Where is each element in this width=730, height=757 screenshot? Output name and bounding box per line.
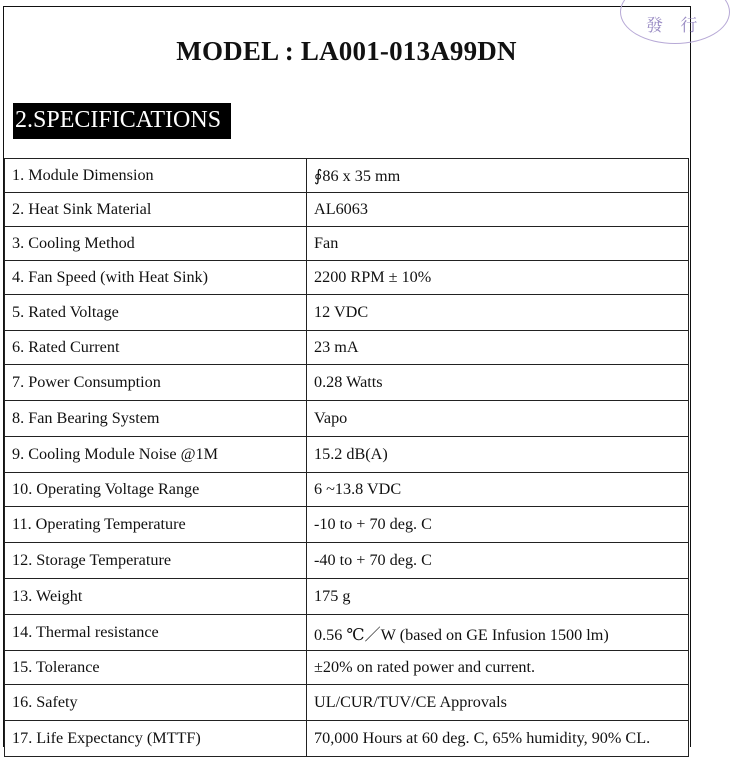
spec-value: 15.2 dB(A) [307, 437, 689, 473]
table-row [5, 651, 689, 685]
spec-value: 2200 RPM ± 10% [307, 261, 689, 295]
spec-value: 0.28 Watts [307, 365, 689, 401]
table-row [5, 437, 689, 473]
table-row [5, 473, 689, 507]
table-row [5, 193, 689, 227]
spec-label: 6. Rated Current [5, 331, 307, 365]
spec-label: 1. Module Dimension [5, 159, 307, 193]
spec-label: 7. Power Consumption [5, 365, 307, 401]
spec-label: 16. Safety [5, 685, 307, 721]
spec-value: 70,000 Hours at 60 deg. C, 65% humidity, 90% CL. [307, 721, 689, 757]
stamp-text: 發 行 [646, 16, 704, 36]
spec-label: 5. Rated Voltage [5, 295, 307, 331]
table-row [5, 331, 689, 365]
spec-value: ±20% on rated power and current. [307, 651, 689, 685]
table-row [5, 365, 689, 401]
table-row [5, 615, 689, 651]
table-row [5, 543, 689, 579]
table-row [5, 685, 689, 721]
spec-label: 4. Fan Speed (with Heat Sink) [5, 261, 307, 295]
table-row [5, 579, 689, 615]
spec-value: 23 mA [307, 331, 689, 365]
spec-value: ∮86 x 35 mm [307, 159, 689, 193]
table-row [5, 159, 689, 193]
spec-table [4, 158, 689, 757]
table-row [5, 227, 689, 261]
spec-value: 0.56 ℃／W (based on GE Infusion 1500 lm) [307, 615, 689, 651]
spec-label: 11. Operating Temperature [5, 507, 307, 543]
section-heading: 2.SPECIFICATIONS [13, 103, 231, 139]
table-row [5, 401, 689, 437]
spec-label: 9. Cooling Module Noise @1M [5, 437, 307, 473]
table-row [5, 295, 689, 331]
spec-value: AL6063 [307, 193, 689, 227]
spec-value: UL/CUR/TUV/CE Approvals [307, 685, 689, 721]
spec-value: 12 VDC [307, 295, 689, 331]
spec-label: 13. Weight [5, 579, 307, 615]
spec-value: -40 to + 70 deg. C [307, 543, 689, 579]
spec-label: 10. Operating Voltage Range [5, 473, 307, 507]
spec-label: 12. Storage Temperature [5, 543, 307, 579]
spec-value: 175 g [307, 579, 689, 615]
spec-label: 17. Life Expectancy (MTTF) [5, 721, 307, 757]
spec-label: 8. Fan Bearing System [5, 401, 307, 437]
spec-value: Vapo [307, 401, 689, 437]
spec-label: 3. Cooling Method [5, 227, 307, 261]
spec-label: 15. Tolerance [5, 651, 307, 685]
page-title: MODEL : LA001-013A99DN [176, 36, 517, 66]
table-row [5, 507, 689, 543]
spec-value: -10 to + 70 deg. C [307, 507, 689, 543]
table-row [5, 261, 689, 295]
spec-value: Fan [307, 227, 689, 261]
spec-value: 6 ~13.8 VDC [307, 473, 689, 507]
table-row [5, 721, 689, 757]
spec-label: 2. Heat Sink Material [5, 193, 307, 227]
spec-label: 14. Thermal resistance [5, 615, 307, 651]
